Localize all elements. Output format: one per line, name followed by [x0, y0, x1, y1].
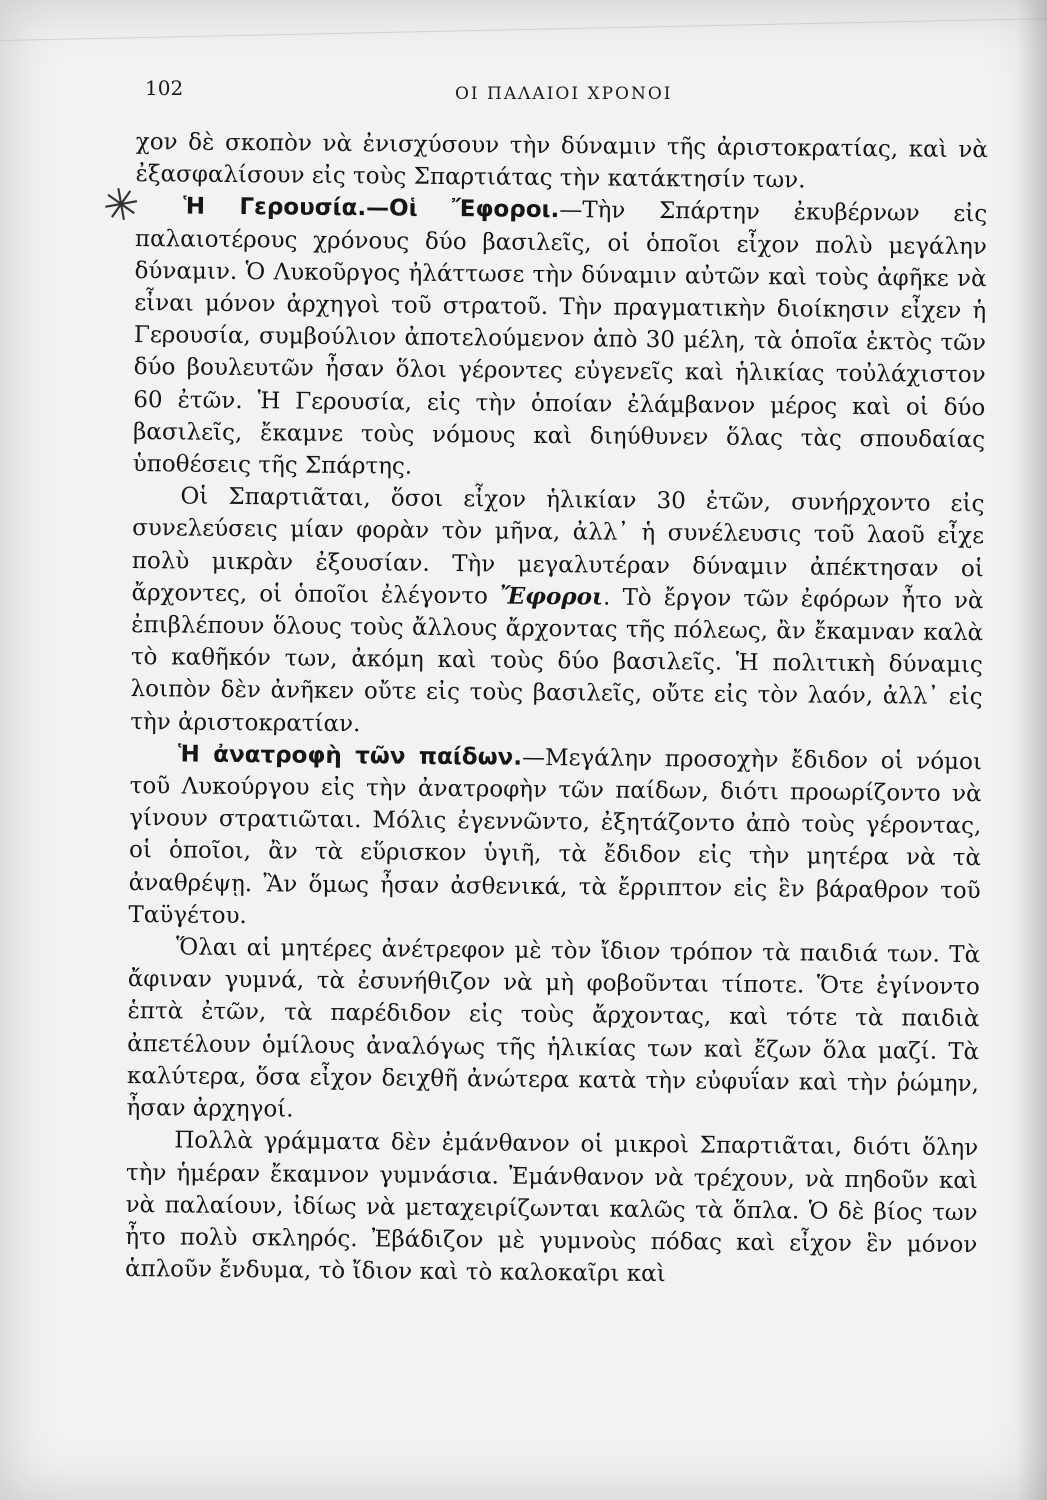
section-heading-upbringing: Ἡ ἀνατροφὴ τῶν παίδων.	[177, 741, 523, 771]
emphasized-term-ephors: Ἔφοροι	[499, 582, 604, 611]
paragraph-ephors	[130, 480, 984, 746]
body-text	[125, 126, 988, 1293]
section-heading-gerousia: Ἡ Γερουσία.—Οἱ Ἔφοροι.	[183, 193, 560, 224]
page-header	[145, 76, 995, 112]
margin-asterisk-mark: ✳	[98, 177, 145, 234]
running-title: ΟΙ ΠΑΛΑΙΟΙ ΧΡΟΝΟΙ	[455, 84, 673, 104]
page-fold-line	[0, 0, 1047, 41]
paragraph-text: —Μεγάλην προσοχὴν ἔδιδον οἱ νόμοι τοῦ Λυκούργου εἰς τὴν ἀνατροφὴν τῶν παίδων, διότι προωρίζοντο νὰ γίνουν στρατιῶται. Μόλις ἐγεννῶντο, ἐξητάζοντο ἀπὸ τοὺς γέροντας, οἱ ὁποῖοι, ἂν τὰ εὕρισκον ὑγιῆ, τὰ ἔδιδον εἰς τὴν μητέρα νὰ τὰ ἀναθρέψῃ. Ἂν ὅμως ἦσαν ἀσθενικά, τὰ ἔρριπτον εἰς ἓν βάραθρον τοῦ Ταϋγέτου.	[128, 744, 983, 929]
paragraph-gerousia	[133, 190, 988, 488]
paragraph-text: —Τὴν Σπάρτην ἐκυβέρνων εἰς παλαιοτέρους χρόνους δύο βασιλεῖς, οἱ ὁποῖοι εἶχον πολὺ μεγάλην δύναμιν. Ὁ Λυκοῦργος ἠλάττωσε τὴν δύναμιν αὐτῶν καὶ τοὺς ἀφῆκε νὰ εἶναι μόνον ἀρχηγοὶ τοῦ στρατοῦ. Τὴν πραγματικὴν διοίκησιν εἶχεν ἡ Γερουσία, συμβούλιον ἀποτελούμενον ἀπὸ 30 μέλη, τὰ ὁποῖα ἐκτὸς τῶν δύο βουλευτῶν ἦσαν ὅλοι γέροντες εὐγενεῖς καὶ ἡλικίας τοὐλάχιστον 60 ἐτῶν. Ἡ Γερουσία, εἰς τὴν ὁποίαν ἐλάμβανον μέρος καὶ οἱ δύο βασιλεῖς, ἔκαμνε τοὺς νόμους καὶ διηύθυνεν ὅλας τὰς σπουδαίας ὑποθέσεις τῆς Σπάρτης.	[132, 197, 988, 480]
paragraph-text: . Τὸ ἔργον τῶν ἐφόρων ἦτο νὰ ἐπιβλέπουν ὅλους τοὺς ἄλλους ἄρχοντας τῆς πόλεως, ἂν ἔκαμναν καλὰ τὸ καθῆκόν των, ἀκόμη καὶ τοὺς δύο βασιλεῖς. Ἡ πολιτικὴ δύναμις λοιπὸν δὲν ἀνῆκεν οὔτε εἰς τοὺς βασιλεῖς, οὔτε εἰς τὸν λαόν, ἀλλ᾿ εἰς τὴν ἀριστοκρατίαν.	[130, 584, 984, 737]
paragraph-text: Ὅλαι αἱ μητέρες ἀνέτρεφον μὲ τὸν ἴδιον τρόπον τὰ παιδιά των. Τὰ ἄφιναν γυμνά, τὰ ἐσυνήθιζον νὰ μὴ φοβοῦνται τίποτε. Ὅτε ἐγίνοντο ἑπτὰ ἐτῶν, τὰ παρέδιδον εἰς τοὺς ἄρχοντας, καὶ τότε τὰ παιδιὰ ἀπετέλουν ὁμίλους ἀναλόγως τῆς ἡλικίας των καὶ ἔζων ὅλα μαζί. Τὰ καλύτερα, ὅσα εἶχον δειχθῆ ἀνώτερα κατὰ τὴν εὐφυΐαν καὶ τὴν ῥώμην, ἦσαν ἀρχηγοί.	[126, 934, 981, 1123]
page-number: 102	[145, 76, 184, 100]
paragraph-continuation	[135, 126, 988, 199]
paragraph-mothers	[126, 931, 980, 1132]
paragraph-text: χον δὲ σκοπὸν νὰ ἐνισχύσουν τὴν δύναμιν τῆς ἀριστοκρατίας, καὶ νὰ ἐξασφαλίσουν εἰς τοὺς Σπαρτιάτας τὴν κατάκτησίν των.	[135, 128, 988, 194]
paragraph-text: Οἱ Σπαρτιᾶται, ὅσοι εἶχον ἡλικίαν 30 ἐτῶν, συνήρχοντο εἰς συνελεύσεις μίαν φορὰν τὸν μῆνα, ἀλλ᾿ ἡ συνέλευσις τοῦ λαοῦ εἶχε πολὺ μικρὰν ἐξουσίαν. Τὴν μεγαλυτέραν δύναμιν ἀπέκτησαν οἱ ἄρχοντες, οἱ ὁποῖοι ἐλέγοντο	[131, 483, 985, 610]
paragraph-text: Πολλὰ γράμματα δὲν ἐμάνθανον οἱ μικροὶ Σπαρτιᾶται, διότι ὅλην τὴν ἡμέραν ἔκαμνον γυμνάσια. Ἐμάνθανον νὰ τρέχουν, νὰ πηδοῦν καὶ νὰ παλαίουν, ἰδίως νὰ μεταχειρίζωνται καλῶς τὰ ὅπλα. Ὁ δὲ βίος των ἦτο πολὺ σκληρός. Ἐβάδιζον μὲ γυμνοὺς πόδας καὶ εἶχον ἓν μόνον ἁπλοῦν ἔνδυμα, τὸ ἴδιον καὶ τὸ καλοκαῖρι καὶ	[124, 1127, 979, 1288]
paragraph-education	[125, 1124, 979, 1293]
page-edge-shadow	[1017, 0, 1047, 1500]
paragraph-upbringing	[128, 738, 982, 939]
